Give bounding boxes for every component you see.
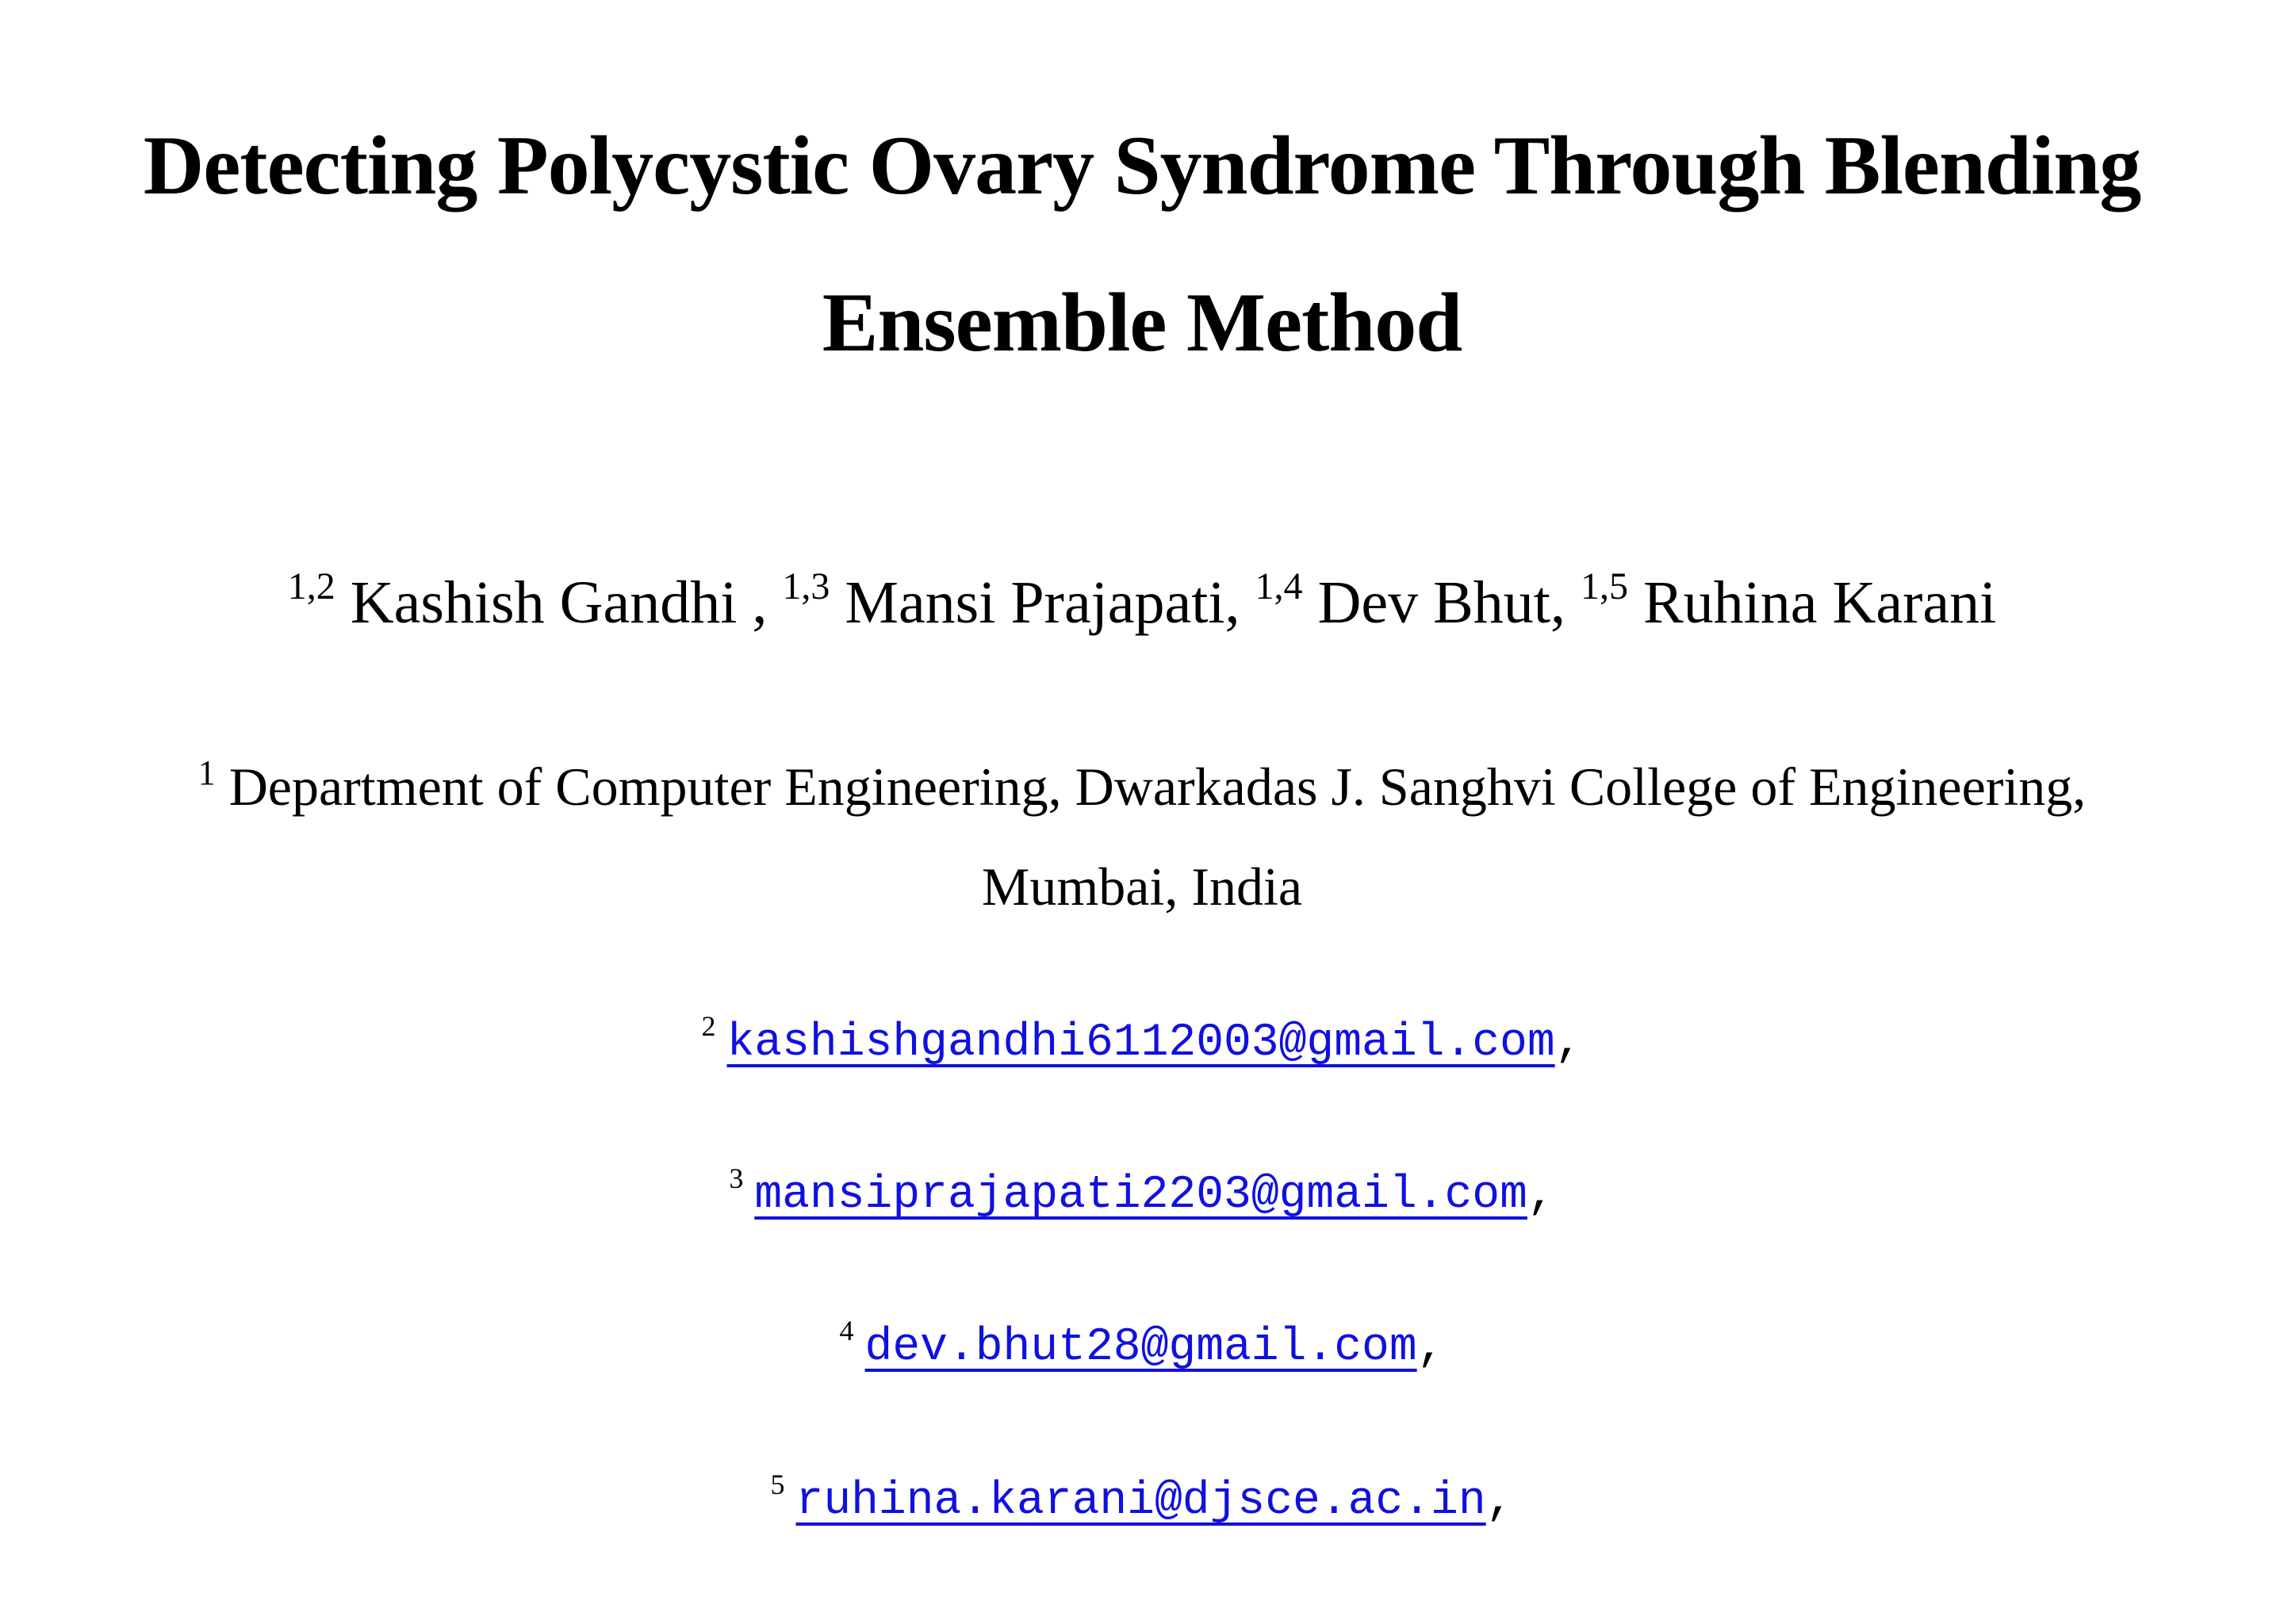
paper-title-line-2: Ensemble Method xyxy=(822,276,1462,369)
affiliation-line-2: Mumbai, India xyxy=(981,856,1303,917)
author-4 xyxy=(1580,565,1997,636)
author-1-affil-sup: 1,2 xyxy=(287,565,335,607)
email-3-sup: 4 xyxy=(839,1315,854,1346)
author-4-name: Ruhina Karani xyxy=(1642,569,1997,636)
paper-title-line-1: Detecting Polycystic Ovary Syndrome Through Blending xyxy=(143,119,2141,212)
author-3-affil-sup: 1,4 xyxy=(1255,565,1303,607)
email-link-kashish[interactable]: kashishgandhi6112003@gmail.com xyxy=(726,1017,1555,1069)
email-4-trail: , xyxy=(1485,1476,1514,1527)
author-4-affil-sup: 1,5 xyxy=(1580,565,1628,607)
author-2-name: Mansi Prajapati xyxy=(845,569,1225,636)
email-link-mansi[interactable]: mansiprajapati2203@gmail.com xyxy=(754,1170,1527,1221)
author-1 xyxy=(287,565,768,636)
email-row xyxy=(0,1010,2284,1069)
email-link-dev[interactable]: dev.bhut28@gmail.com xyxy=(864,1322,1417,1373)
email-link-ruhina[interactable]: ruhina.karani@djsce.ac.in xyxy=(795,1476,1486,1527)
email-4-sup: 5 xyxy=(770,1469,785,1500)
affiliation-line-1 xyxy=(0,753,2284,817)
author-2-affil-sup: 1,3 xyxy=(782,565,830,607)
author-3 xyxy=(1255,565,1565,636)
email-row xyxy=(0,1315,2284,1373)
author-3-separator: , xyxy=(1550,569,1565,636)
author-list xyxy=(0,565,2284,636)
affiliation-sup: 1 xyxy=(197,753,216,792)
email-1-trail: , xyxy=(1554,1017,1583,1069)
author-1-name: Kashish Gandhi xyxy=(350,569,738,636)
email-2-sup: 3 xyxy=(729,1162,744,1194)
author-3-name: Dev Bhut xyxy=(1317,569,1550,636)
affiliation-department: Department of Computer Engineering, Dwarkadas J. Sanghvi College of Engineering, xyxy=(228,756,2087,817)
email-2-trail: , xyxy=(1527,1170,1555,1221)
email-1-sup: 2 xyxy=(701,1010,716,1042)
email-row xyxy=(0,1162,2284,1221)
author-1-separator: , xyxy=(737,569,768,636)
email-3-trail: , xyxy=(1416,1322,1445,1373)
author-2 xyxy=(782,565,1240,636)
email-row xyxy=(0,1469,2284,1527)
author-2-separator: , xyxy=(1224,569,1240,636)
